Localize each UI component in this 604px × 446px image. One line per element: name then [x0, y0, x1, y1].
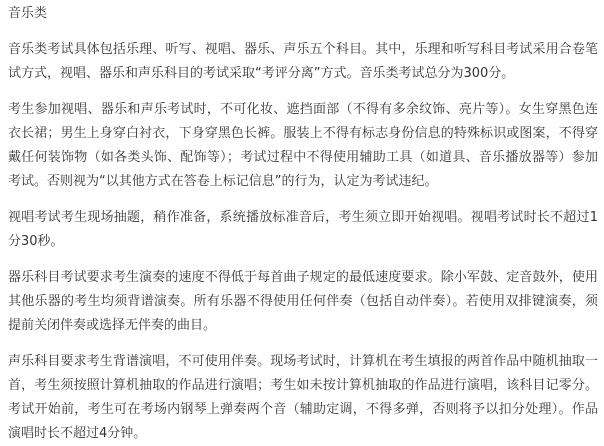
paragraph-attire-rules: 考生参加视唱、器乐和声乐考试时，不可化妆、遮挡面部（不得有多余纹饰、亮片等）。女生穿黑色连衣长裙；男生上身穿白衬衣，下身穿黑色长裤。服装上不得有标志身份信息的特殊标识或图案，不得穿戴任何装饰物（如各类头饰、配饰等）；考试过程中不得使用辅助工具（如道具、音乐播放器等）参加考试。否则视为“以其他方式在答卷上标记信息”的行为，认定为考试违纪。	[8, 102, 598, 189]
section-heading: 音乐类	[8, 6, 48, 21]
paragraph-sight-singing: 视唱考试考生现场抽题，稍作准备，系统播放标准音后，考生须立即开始视唱。视唱考试时长不超过1分30秒。	[8, 210, 598, 249]
paragraph-exam-overview: 音乐类考试具体包括乐理、听写、视唱、器乐、声乐五个科目。其中，乐理和听写科目考试采用合卷笔试方式，视唱、器乐和声乐科目的考试采取“考评分离”方式。音乐类考试总分为300分。	[8, 42, 598, 81]
paragraph-instrumental: 器乐科目考试要求考生演奏的速度不得低于每首曲子规定的最低速度要求。除小军鼓、定音鼓外，使用其他乐器的考生均须背谱演奏。所有乐器不得使用任何伴奏（包括自动伴奏）。若使用双排键演奏，须提前关闭伴奏或选择无伴奏的曲目。	[8, 270, 598, 333]
paragraph-vocal: 声乐科目要求考生背谱演唱，不可使用伴奏。现场考试时，计算机在考生填报的两首作品中随机抽取一首，考生须按照计算机抽取的作品进行演唱；考生如未按计算机抽取的作品进行演唱，该科目记零分。考试开始前，考生可在考场内钢琴上弹奏两个音（辅助定调，不得多弹，否则将予以扣分处理）。作品演唱时长不超过4分钟。	[8, 354, 598, 441]
